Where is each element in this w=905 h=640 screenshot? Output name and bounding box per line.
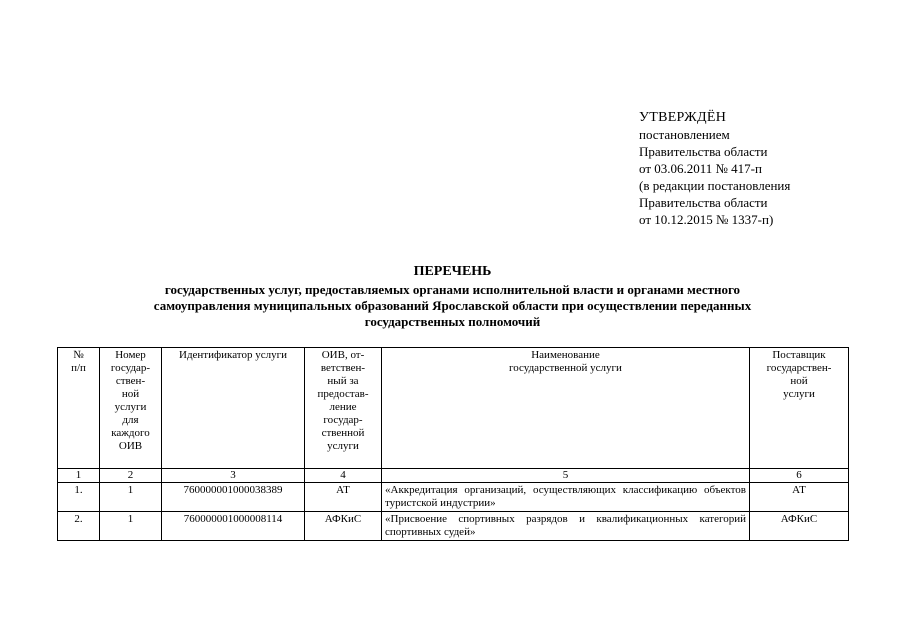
title-main: ПЕРЕЧЕНЬ	[413, 264, 492, 279]
document-title	[100, 264, 805, 330]
approval-line: (в редакции постановления	[639, 178, 791, 193]
header-num: № п/п	[58, 348, 100, 469]
row-service-name: «Аккредитация организаций, осуществляющих классификацию объектов туристской индустрии»	[382, 483, 750, 512]
row-service-name: «Присвоение спортивных разрядов и квалификационных категорий спортивных судей»	[382, 512, 750, 541]
column-number: 3	[162, 469, 305, 483]
approval-line: Правительства области	[639, 195, 768, 210]
column-number: 5	[382, 469, 750, 483]
approval-stamp	[639, 109, 879, 228]
table-header-row	[58, 348, 849, 469]
approval-line: Правительства области	[639, 144, 768, 159]
column-number: 6	[750, 469, 849, 483]
row-service-id: 760000001000038389	[162, 483, 305, 512]
table-row	[58, 483, 849, 512]
row-oiv: АТ	[305, 483, 382, 512]
header-service-number: Номер государ- ствен- ной услуги для каждого ОИВ	[100, 348, 162, 469]
row-supplier: АФКиС	[750, 512, 849, 541]
column-number: 4	[305, 469, 382, 483]
column-number-row	[58, 469, 849, 483]
row-service-number: 1	[100, 483, 162, 512]
header-service-name: Наименование государственной услуги	[382, 348, 750, 469]
column-number: 1	[58, 469, 100, 483]
column-number: 2	[100, 469, 162, 483]
row-oiv: АФКиС	[305, 512, 382, 541]
approval-line: от 10.12.2015 № 1337-п)	[639, 212, 774, 227]
title-subtitle-line: государственных услуг, предоставляемых органами исполнительной власти и органами местного	[164, 282, 741, 297]
row-supplier: АТ	[750, 483, 849, 512]
services-table	[57, 347, 849, 541]
row-service-id: 760000001000008114	[162, 512, 305, 541]
header-service-id: Идентификатор услуги	[162, 348, 305, 469]
header-oiv: ОИВ, от- ветствен- ный за предостав- ление государ- ственной услуги	[305, 348, 382, 469]
title-subtitle-line: государственных полномочий	[364, 314, 541, 329]
row-service-number: 1	[100, 512, 162, 541]
approval-heading: УТВЕРЖДЁН	[639, 110, 727, 125]
title-subtitle-line: самоуправления муниципальных образований Ярославской области при осуществлении переданных	[153, 298, 752, 313]
approval-line: от 03.06.2011 № 417-п	[639, 161, 762, 176]
table-row	[58, 512, 849, 541]
approval-line: постановлением	[639, 127, 730, 142]
row-num: 2.	[58, 512, 100, 541]
header-supplier: Поставщик государствен- ной услуги	[750, 348, 849, 469]
row-num: 1.	[58, 483, 100, 512]
